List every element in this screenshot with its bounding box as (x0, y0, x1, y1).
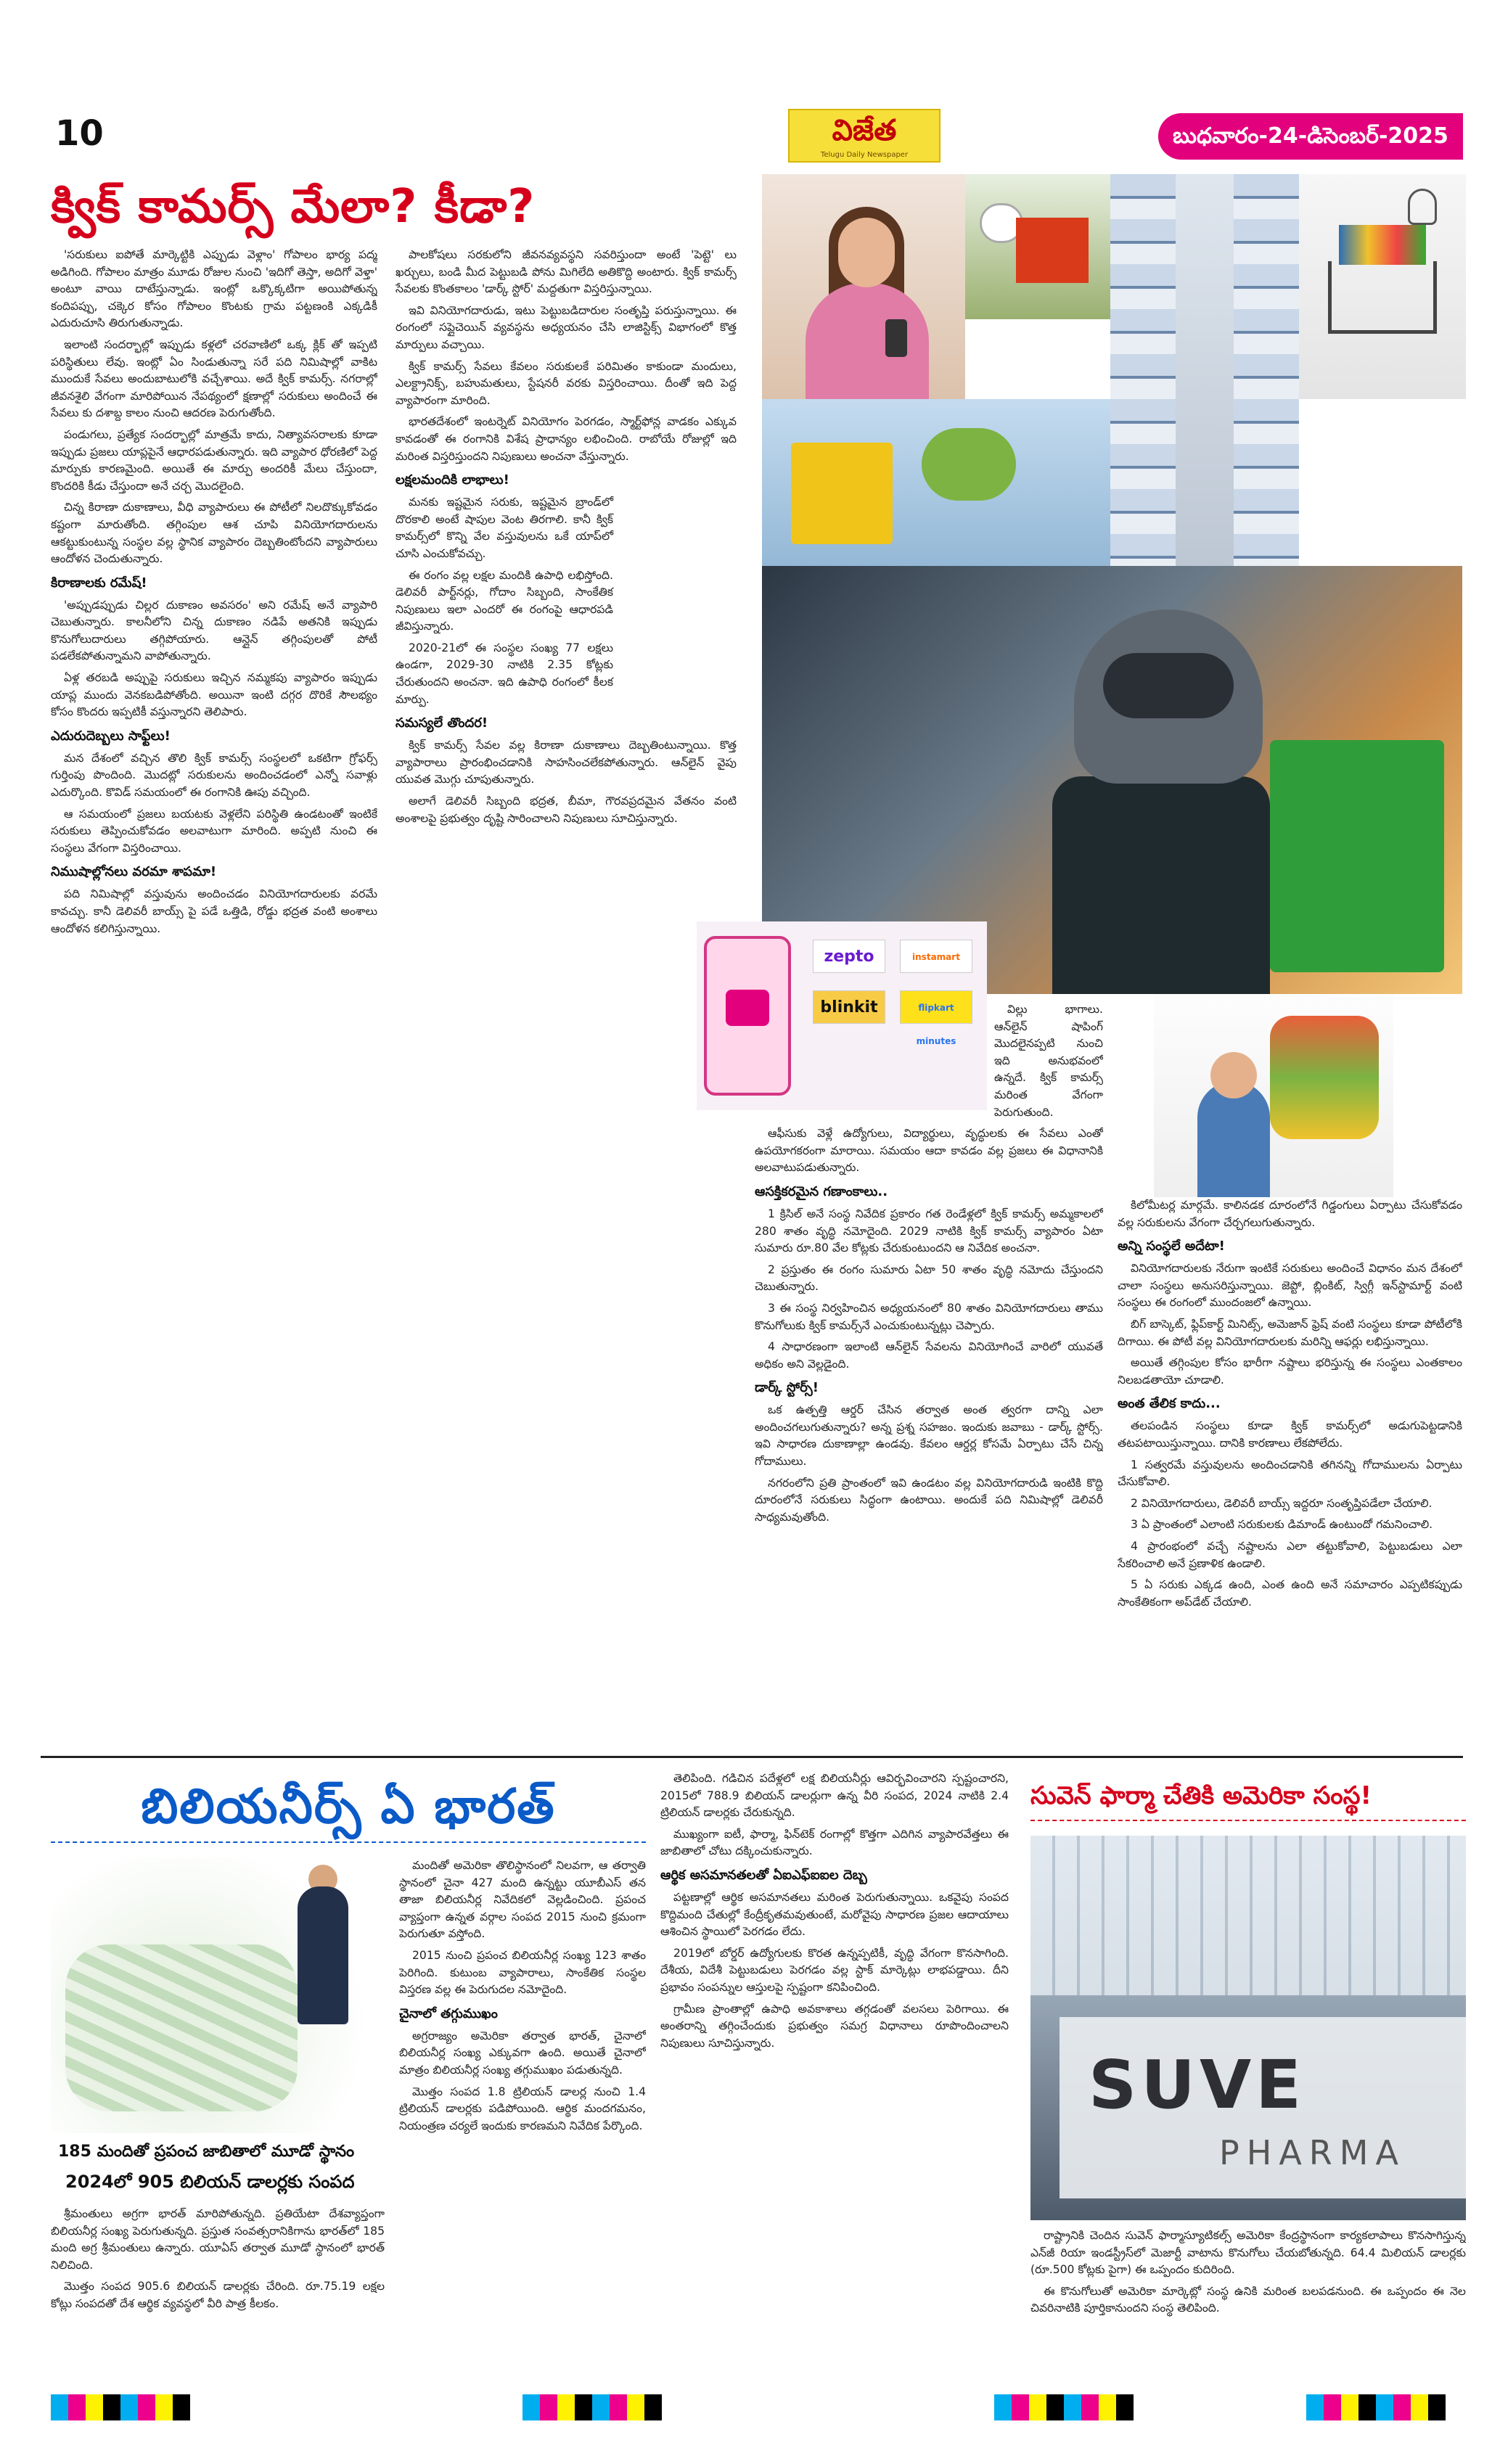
paragraph: 5 ఏ సరుకు ఎక్కడ ఉంది, ఎంత ఉంది అనే సమాచారం ఎప్పటికప్పుడు సాంకేతికంగా అప్‌డేట్ చేయాలి. (1118, 1578, 1462, 1609)
rider-body-shape (1052, 776, 1270, 994)
story1-column-1 (51, 247, 377, 1741)
instamart-logo: instamart (900, 940, 972, 973)
story1-column-2 (396, 247, 737, 1741)
paragraph: చిన్న కిరాణా దుకాణాలు, వీధి వ్యాపారులు ఈ పోటీలో నిలదొక్కుకోవడం కష్టంగా మారుతోంది. తగ్గింపుల ఆశ చూపి వినియోగదారులను ఆకట్టుకుంటున్న సంస్థల వల్ల స్థానిక వ్యాపారం దెబ్బతింటోందని వ్యాపారులు ఆందోళన చెందుతున్నారు. (51, 501, 377, 566)
paragraph: మన దేశంలో వచ్చిన తొలి క్విక్ కామర్స్ సంస్థలలో ఒకటిగా గ్రోఫర్స్ గుర్తింపు పొందింది. మొదట్లో సరుకులను అందించడంలో ఎన్నో సవాళ్లు ఎదుర్కొంది. కొవిడ్ సమయంలో ఈ రంగానికి ఊపు వచ్చింది. (51, 751, 377, 800)
paragraph: తలపండిన సంస్థలు కూడా క్విక్ కామర్స్‌లో అడుగుపెట్టడానికి తటపటాయిస్తున్నాయి. దానికి కారణాలు లేకపోలేదు. (1118, 1419, 1462, 1450)
masthead (41, 109, 1463, 167)
paragraph: నగరంలోని ప్రతి ప్రాంతంలో ఇవి ఉండటం వల్ల వినియోగదారుడి ఇంటికి కొద్ది దూరంలోనే సరుకులు సిద్ధంగా ఉంటాయి. అందుకే పది నిమిషాల్లో డెలివరీ సాధ్యమవుతోంది. (755, 1476, 1103, 1524)
paragraph: ఏళ్ల తరబడి అప్పుపై సరుకులు ఇచ్చిన నమ్మకపు వ్యాపారం ఇప్పుడు యాప్ల ముందు వెనకబడిపోతోంది. అయినా ఇంటి దగ్గర దొరికే సౌలభ్యం కోసం కొందరు ఇప్పటికీ వస్తున్నారని తెలిపారు. (51, 671, 377, 719)
story2-headline: బిలియనీర్స్ ఏ భారత్ (51, 1770, 646, 1843)
paragraph: బిగ్ బాస్కెట్, ఫ్లిప్‌కార్ట్ మినిట్స్, అమెజాన్ ఫ్రెష్ వంటి సంస్థలు కూడా పోటీలోకి దిగాయి. ఈ పోటీ వల్ల వినియోగదారులకు మరిన్ని ఆఫర్లు లభిస్తున్నాయి. (1118, 1317, 1462, 1348)
billionaire-money-illustration (51, 1857, 385, 2133)
subheading: ఆర్థిక అసమానతలతో ఏఐఎఫ్‌ఐఐల దెబ్బ (660, 1867, 867, 1883)
paragraph: మొత్తం సంపద 905.6 బిలియన్ డాలర్లకు చేరింది. రూ.75.19 లక్షల కోట్లు సంపదతో దేశ ఆర్థిక వ్యవస్థలో వీరి పాత్ర కీలకం. (51, 2280, 385, 2310)
paragraph: శ్రీమంతులు అగ్రగా భారత్ మారిపోతున్నది. ప్రతియేటా దేశవ్యాప్తంగా బిలియనీర్ల సంఖ్య పెరుగుతున్నది. ప్రస్తుత సంవత్సరానికిగాను భారత్‌లో 185 మంది అగ్ర శ్రీమంతులు ఉన్నారు. యూఏస్ తర్వాత మూడో స్థానంలో భారత్ నిలిచింది. (51, 2207, 385, 2272)
green-delivery-bag-icon (1270, 740, 1444, 972)
print-color-bar (1306, 2394, 1466, 2420)
delivery-bag-icon (1016, 218, 1089, 283)
paragraph: 2 ప్రస్తుతం ఈ రంగం సుమారు ఏటా 50 శాతం వృద్ధి నమోదు చేస్తుందని చెబుతున్నారు. (755, 1262, 1103, 1294)
fruit-basket-icon (922, 428, 1016, 501)
aisle-shape (1176, 174, 1234, 566)
paragraph: 3 ఏ ప్రాంతంలో ఎలాంటి సరుకులకు డిమాండ్ ఉంటుందో గమనించాలి. (1131, 1518, 1433, 1532)
subheading: అన్ని సంస్థలే అదేటా! (1118, 1239, 1225, 1254)
businessman-shape (298, 1886, 348, 2024)
paragraph: 3 ఈ సంస్థ నిర్వహించిన అధ్యయనంలో 80 శాతం వినియోగదారులు తాము కొనుగోలుకు క్విక్ కామర్స్‌నే ఎంచుకుంటున్నట్లు చెప్పారు. (755, 1301, 1103, 1332)
subheading: ఆసక్తికరమైన గణాంకాలు.. (755, 1183, 888, 1199)
paragraph: 'సరుకులు ఐపోతే మార్కెట్టికి ఎప్పుడు వెళ్లాం' గోపాలం భార్య పద్మ అడిగింది. గోపాలం మాత్రం మూడు రోజుల నుంచి 'ఇదిగో తెస్తా, అదిగో వెళ్తా' అంటూ వాయి దాటేస్తున్నాడు. ఇంట్లో ఒక్కొక్కటిగా అయిపోతున్న కందిపప్పు, చక్కెర కోసం గోపాలం కొంటకు గ్రామ పట్టణంకి ఎక్కడికీ ఎదురుచూసి తిరుగుతున్నాడు. (51, 248, 377, 330)
paragraph: ఈ కొనుగోలుతో అమెరికా మార్కెట్లో సంస్థ ఉనికి మరింత బలపడనుంది. ఈ ఒప్పందం ఈ నెల చివరినాటికి పూర్తికానుందని సంస్థ తెలిపింది. (1030, 2284, 1466, 2315)
paragraph: రాష్ట్రానికి చెందిన సువెన్ ఫార్మాస్యూటికల్స్ అమెరికా కేంద్రస్థానంగా కార్యకలాపాలు కొనసాగిస్తున్న ఎన్‌జీ రియా ఇండస్ట్రీస్‌లో మెజార్టీ వాటాను కొనుగోలు చేయబోతున్నది. 64.4 మిలియన్ డాలర్లకు (రూ.500 కోట్లకు పైగా) ఈ ఒప్పందం కుదిరింది. (1030, 2229, 1466, 2277)
story2-column-2 (399, 1857, 646, 2380)
subheading: కిరాణాలకు రమేష్! (51, 575, 147, 591)
paragraph: ఆఫీసుకు వెళ్లే ఉద్యోగులు, విద్యార్థులు, వృద్ధులకు ఈ సేవలు ఎంతో ఉపయోగకరంగా మారాయి. సమయం ఆదా కావడం వల్ల ప్రజలు ఈ విధానానికి అలవాటుపడుతున్నారు. (755, 1127, 1103, 1175)
flipkart-minutes-logo: flipkart minutes (900, 990, 972, 1024)
person-shape (1197, 1081, 1270, 1197)
story2-caption-2: 2024లో 905 బిలియన్ డాలర్లకు సంపద (65, 2172, 355, 2192)
paragraph: 2 వినియోగదారులు, డెలివరీ బాయ్స్ ఇద్దరూ సంతృప్తిపడేలా చేయాలి. (1131, 1496, 1433, 1510)
suven-logo-text: SUVE (1089, 2046, 1306, 2124)
paragraph: 1 క్రిసిల్ అనే సంస్థ నివేదిక ప్రకారం గత రెండేళ్లలో క్విక్ కామర్స్ అమ్మకాలలో 280 శాతం వృద్ధి నమోదైంది. 2029 నాటికి క్విక్ కామర్స్ వ్యాపారం ఏటా సుమారు రూ.80 వేల కోట్లకు చేరుకుంటుందని ఆ నివేదిక అంచనా. (755, 1207, 1103, 1255)
phone-icon (885, 319, 907, 357)
logo-text: విజేత (832, 114, 897, 147)
paragraph: కిలోమీటర్ల మార్గమే. కాలినడక దూరంలోనే గిడ్డంగులు ఏర్పాటు చేసుకోవడం వల్ల సరుకులను వేగంగా చేర్చగలుగుతున్నారు. (1118, 1199, 1462, 1229)
face-shape (1210, 1052, 1257, 1098)
date-banner: బుధవారం-24-డిసెంబర్-2025 (1158, 113, 1463, 160)
face-shape (838, 218, 895, 287)
paragraph: ఇవి వినియోగదారుడు, ఇటు పెట్టుబడిదారుల సంతృప్తి పరుస్తున్నాయి. ఈ రంగంలో సప్లైచెయిన్ వ్యవస్థను అధ్యయనం చేసి లాజిస్టిక్స్ విభాగంలో కొత్త మార్పులు వచ్చాయి. (396, 303, 737, 351)
story2-column-3 (660, 1770, 1009, 2380)
print-color-bar (522, 2394, 682, 2420)
subheading: చైనాలో తగ్గుముఖం (399, 2005, 498, 2021)
story3-body (1030, 2227, 1466, 2380)
paragraph: ఒక ఉత్పత్తి ఆర్డర్ చేసిన తర్వాత అంత త్వరగా దాన్ని ఎలా అందించగలుగుతున్నారు? అన్న ప్రశ్న సహజం. ఇందుకు జవాబు - డార్క్ స్టోర్స్. ఇవి సాధారణ దుకాణాల్లా ఉండవు. కేవలం ఆర్డర్ల కోసమే ఏర్పాటు చేసే చిన్న గోదాములు. (755, 1403, 1103, 1469)
paragraph: అలాగే డెలివరీ సిబ్బంది భద్రత, బీమా, గౌరవప్రదమైన వేతనం వంటి అంశాలపై ప్రభుత్వం దృష్టి సారించాలని నిపుణులు సూచిస్తున్నారు. (396, 794, 737, 825)
section-divider (41, 1756, 1463, 1758)
paragraph: మందితో అమెరికా తొలిస్థానంలో నిలవగా, ఆ తర్వాతి స్థానంలో చైనా 427 మంది ఉన్నట్టు యూబీఎస్ తన తాజా బిలియనీర్ల నివేదికలో వెల్లడించింది. ప్రపంచ వ్యాప్తంగా ఉన్నత వర్గాల సంపద 2015 నుంచి క్రమంగా పెరుగుతూ వస్తోంది. (399, 1859, 646, 1941)
shirt-shape (806, 283, 929, 399)
print-color-bar (994, 2394, 1154, 2420)
story2-column-1 (51, 2206, 385, 2380)
subheading: నిముషాల్లోనలు వరమా శాపమా! (51, 864, 217, 880)
paragraph: ఆ సమయంలో ప్రజలు బయటకు వెళ్లలేని పరిస్థితి ఉండటంతో ఇంటికే సరుకులు తెప్పించుకోవడం అలవాటుగా మారింది. అప్పటి నుంచి ఈ సంస్థలు వేగంగా విస్తరించాయి. (51, 807, 377, 855)
paragraph: గ్రామీణ ప్రాంతాల్లో ఉపాధి అవకాశాలు తగ్గడంతో వలసలు పెరిగాయి. ఈ అంతరాన్ని తగ్గించేందుకు ప్రభుత్వం సమగ్ర విధానాలు రూపొందించాలని నిపుణులు సూచిస్తున్నారు. (660, 2002, 1009, 2050)
paragraph: మొత్తం సంపద 1.8 ట్రిలియన్ డాలర్ల నుంచి 1.4 ట్రిలియన్ డాలర్లకు పడిపోయింది. ఆర్థిక మందగమనం, నియంత్రణ చర్యలే ఇందుకు కారణమని నివేదిక పేర్కొంది. (399, 2085, 646, 2132)
paragraph: పది నిమిషాల్లో వస్తువును అందించడం వినియోగదారులకు వరమే కావచ్చు. కానీ డెలివరీ బాయ్స్ పై పడే ఒత్తిడి, రోడ్డు భద్రత వంటి అంశాలు ఆందోళన కలిగిస్తున్నాయి. (51, 887, 377, 935)
paragraph: తెలిపింది. గడిచిన పదేళ్లలో లక్ష బిలియనీర్లు ఆవిర్భవించారని స్పష్టంచారని, 2015లో 788.9 బిలియన్ డాలర్లుగా ఉన్న వీరి సంపద, 2024 నాటికి 2.4 ట్రిలియన్ డాలర్లకు చేరుకున్నది. (660, 1772, 1009, 1820)
paragraph: 2015 నుంచి ప్రపంచ బిలియనీర్ల సంఖ్య 123 శాతం పెరిగింది. కుటుంబ వ్యాపారాలు, సాంకేతిక సంస్థల విస్తరణ వల్ల ఈ పెరుగుదల నమోదైంది. (399, 1948, 646, 1997)
paragraph: 4 ప్రారంభంలో వచ్చే నష్టాలను ఎలా తట్టుకోవాలి, పెట్టుబడులు ఎలా సేకరించాలి అనే ప్రణాళిక ఉండాలి. (1118, 1539, 1462, 1570)
girl-with-grocery-cart-illustration (1154, 994, 1393, 1197)
newspaper-logo (788, 109, 940, 163)
cart-icon (726, 990, 769, 1026)
blinkit-logo: blinkit (813, 990, 885, 1024)
quick-commerce-apps-graphic (697, 921, 987, 1110)
grocery-bag-icon (791, 443, 893, 544)
subheading: ఎదురుదెబ్బలు సాఫ్ట్‌లు! (51, 728, 171, 744)
pharmacy-shelf-shape (1030, 1836, 1466, 1995)
paragraph: 2019లో బోర్డర్ ఉద్యోగులకు కొరత ఉన్నప్పటికీ, వృద్ధి వేగంగా కొనసాగింది. దేశీయ, విదేశీ పెట్టుబడులు పెరగడం వల్ల స్టాక్ మార్కెట్లు లాభపడ్డాయి. దీని ప్రభావం సంపన్నుల ఆస్తులపై స్పష్టంగా కనిపించింది. (660, 1946, 1009, 1994)
paragraph: భారతదేశంలో ఇంటర్నెట్ వినియోగం పెరగడం, స్మార్ట్‌ఫోన్ల వాడకం ఎక్కువ కావడంతో ఈ రంగానికి విశేష ప్రాధాన్యం లభించింది. రాబోయే రోజుల్లో ఇది మరింత విస్తరిస్తుందని నిపుణులు అంచనా వేస్తున్నారు. (396, 415, 737, 463)
paragraph: ముఖ్యంగా ఐటీ, ఫార్మా, ఫిన్‌టెక్ రంగాల్లో కొత్తగా ఎదిగిన వ్యాపారవేత్తలు ఈ జాబితాలో చోటు దక్కించుకున్నారు. (660, 1827, 1009, 1858)
paragraph: పట్టణాల్లో ఆర్థిక అసమానతలు మరింత పెరుగుతున్నాయి. ఒకవైపు సంపద కొద్దిమంది చేతుల్లో కేంద్రీకృతమవుతుంటే, మరోవైపు సాధారణ ప్రజల ఆదాయాలు ఆశించిన స్థాయిలో పెరగడం లేదు. (660, 1890, 1009, 1939)
subheading: అంత తేలిక కాదు... (1118, 1396, 1221, 1412)
paragraph: క్విక్ కామర్స్ సేవల వల్ల కిరాణా దుకాణాలు దెబ్బతింటున్నాయి. కొత్త వ్యాపారాలు ప్రారంభించడానికి సాహసించలేకపోతున్నారు. ఆన్‌లైన్ వైపు యువత మొగ్గు చూపుతున్నారు. (396, 739, 737, 787)
grocery-handover-photo (762, 399, 1110, 566)
paragraph: 'అప్పుడప్పుడు చిల్లర దుకాణం అవసరం' అని రమేష్ అనే వ్యాపారి చెబుతున్నారు. కాలనీలోని చిన్న దుకాణం నడిపే అతనికి ఇప్పుడు కొనుగోలుదారులు తగ్గిపోయారు. ఆన్లైన్ తగ్గింపులతో పోటీ పడలేకపోతున్నామని వాపోతున్నారు. (51, 598, 377, 663)
subheading: డార్క్ స్టోర్స్! (755, 1380, 819, 1396)
suven-pharma-photo (1030, 1836, 1466, 2220)
lightbulb-icon (1408, 189, 1437, 225)
paragraph: అగ్రరాజ్యం అమెరికా తర్వాత భారత్, చైనాలో బిలియనీర్ల సంఖ్య ఎక్కువగా ఉంది. అయితే చైనాలో మాత్రం బిలియనీర్ల సంఖ్య తగ్గుముఖం పడుతున్నది. (399, 2029, 646, 2077)
paragraph: విల్లు భాగాలు. ఆన్‌లైన్ షాపింగ్ మొదలైనప్పటి నుంచి ఇది అనుభవంలో ఉన్నదే. క్విక్ కామర్స్ మరింత వేగంగా పెరుగుతుంది. (994, 1003, 1103, 1119)
currency-notes-shape (65, 1944, 298, 2111)
logo-tagline: Telugu Daily Newspaper (820, 151, 909, 159)
paragraph: వినియోగదారులకు నేరుగా ఇంటికే సరుకులు అందించే విధానం మన దేశంలో చాలా సంస్థలు అనుసరిస్తున్నాయి. జెప్టో, బ్లింకిట్, స్విగ్గీ ఇన్‌స్టామార్ట్ వంటి సంస్థలు ఈ రంగంలో ముందంజలో ఉన్నాయి. (1118, 1262, 1462, 1310)
subheading: లక్షలమందికి లాభాలు! (396, 472, 509, 488)
paragraph: 2020-21లో ఈ సంస్థల సంఖ్య 77 లక్షలు ఉండగా, 2029-30 నాటికి 2.35 కోట్లకు చేరుతుందని అంచనా. ఇది ఉపాధి రంగంలో కీలక మార్పు. (396, 641, 613, 706)
phone-icon (704, 936, 791, 1096)
story3-headline: సువెన్ ఫార్మా చేతికి అమెరికా సంస్థ! (1030, 1770, 1466, 1821)
visor-shape (1103, 653, 1234, 718)
grocery-cart-icon (1270, 1016, 1379, 1139)
cart-items-shape (1339, 225, 1426, 265)
narrow-text-block (396, 494, 613, 708)
paragraph: 1 సత్వరమే వస్తువులను అందించడానికి తగినన్ని గోదాములను ఏర్పాటు చేసుకోవాలి. (1118, 1458, 1462, 1489)
pharma-logo-text: PHARMA (1219, 2133, 1406, 2172)
paragraph: మనకు ఇష్టమైన సరుకు, ఇష్టమైన బ్రాండ్‌లో దొరకాలి అంటే షాపుల వెంట తిరగాలి. కానీ క్విక్ కామర్స్‌లో కొన్ని వేల వస్తువులను ఒకే యాప్‌లో చూసి ఎంచుకోవచ్చు. (396, 496, 613, 560)
paragraph: అయితే తగ్గింపుల కోసం భారీగా నష్టాలు భరిస్తున్న ఈ సంస్థలు ఎంతకాలం నిలబడతాయో చూడాలి. (1118, 1356, 1462, 1387)
zepto-logo: zepto (813, 940, 885, 973)
subheading: సమస్యలే తొందర! (396, 715, 488, 731)
story1-headline: క్విక్ కామర్స్ మేలా? కీడా? (51, 180, 536, 234)
paragraph: పాలకోషలు సరకులోని జీవనవ్యవస్థని సవరిస్తుందా అంటే 'పెట్టె' లు ఖర్చులు, బండి మీద పెట్టుబడి పోను మిగిలేది అతికొద్ది అంటారు. క్విక్ కామర్స్ సేవలకు కొంతకాలం 'డార్క్ స్టోర్' మద్దతుగా విస్తరిస్తున్నాయి. (396, 248, 737, 296)
delivery-rider-photo (965, 174, 1110, 319)
paragraph: పండుగలు, ప్రత్యేక సందర్భాల్లో మాత్రమే కాదు, నిత్యావసరాలకు కూడా ఇప్పుడు ప్రజలు యాప్లపైనే ఆధారపడుతున్నారు. ఇది వ్యాపార ధోరణిలో పెద్ద మార్పుకు కారణమైంది. అయితే ఈ మార్పు అందరికీ మేలు చేస్తుందా, కొందరికి కీడు చేస్తుందా అనే చర్చ మొదలైంది. (51, 427, 377, 493)
paragraph: 4 సాధారణంగా ఇలాంటి ఆన్‌లైన్ సేవలను వినియోగించే వారిలో యువతే అధికం అని వెల్లడైంది. (755, 1340, 1103, 1371)
shopping-cart-illustration (1299, 174, 1466, 399)
page-number: 10 (55, 113, 104, 154)
paragraph: క్విక్ కామర్స్ సేవలు కేవలం సరుకులకే పరిమితం కాకుండా మందులు, ఎలక్ట్రానిక్స్, బహుమతులు, స్టేషనరీ వరకు విస్తరించాయి. దీంతో ఇది పెద్ద వ్యాపారంగా మారింది. (396, 359, 737, 407)
cart-basket-icon (1328, 261, 1437, 334)
story2-caption-1: 185 మందితో ప్రపంచ జాబితాలో మూడో స్థానం (58, 2143, 355, 2161)
print-color-bar (51, 2394, 210, 2420)
story1-column-3 (755, 1001, 1103, 1741)
woman-with-phone-photo (762, 174, 965, 399)
offset-text-block (994, 1001, 1103, 1121)
paragraph: ఇలాంటి సందర్భాల్లో ఇప్పుడు కళ్లలో చరవాణిలో ఒక్క క్లిక్ తో ఇప్పటి పరిస్థితులు లేవు. ఇంట్లో ఏం సిండుతున్నా సరే పది నిమిషాల్లో వాకిట ముందుకే సేవలు అందుబాటులోకి వచ్చేశాయి. అదే క్విక్ కామర్స్. నగరాల్లో జీవనశైలి వేగంగా మారిపోయిన నేపథ్యంలో క్షణాల్లో సరుకులు అందించే ఈ సేవలు కు దశాబ్ద కాలం నుంచి ఆదరణ పెరుగుతోంది. (51, 337, 377, 420)
paragraph: ఈ రంగం వల్ల లక్షల మందికి ఉపాధి లభిస్తోంది. డెలివరీ పార్ట్‌నర్లు, గోదాం సిబ్బంది, సాంకేతిక నిపుణులు ఇలా ఎందరో ఈ రంగంపై ఆధారపడి జీవిస్తున్నారు. (396, 568, 613, 633)
supermarket-aisle-photo (1110, 174, 1299, 566)
